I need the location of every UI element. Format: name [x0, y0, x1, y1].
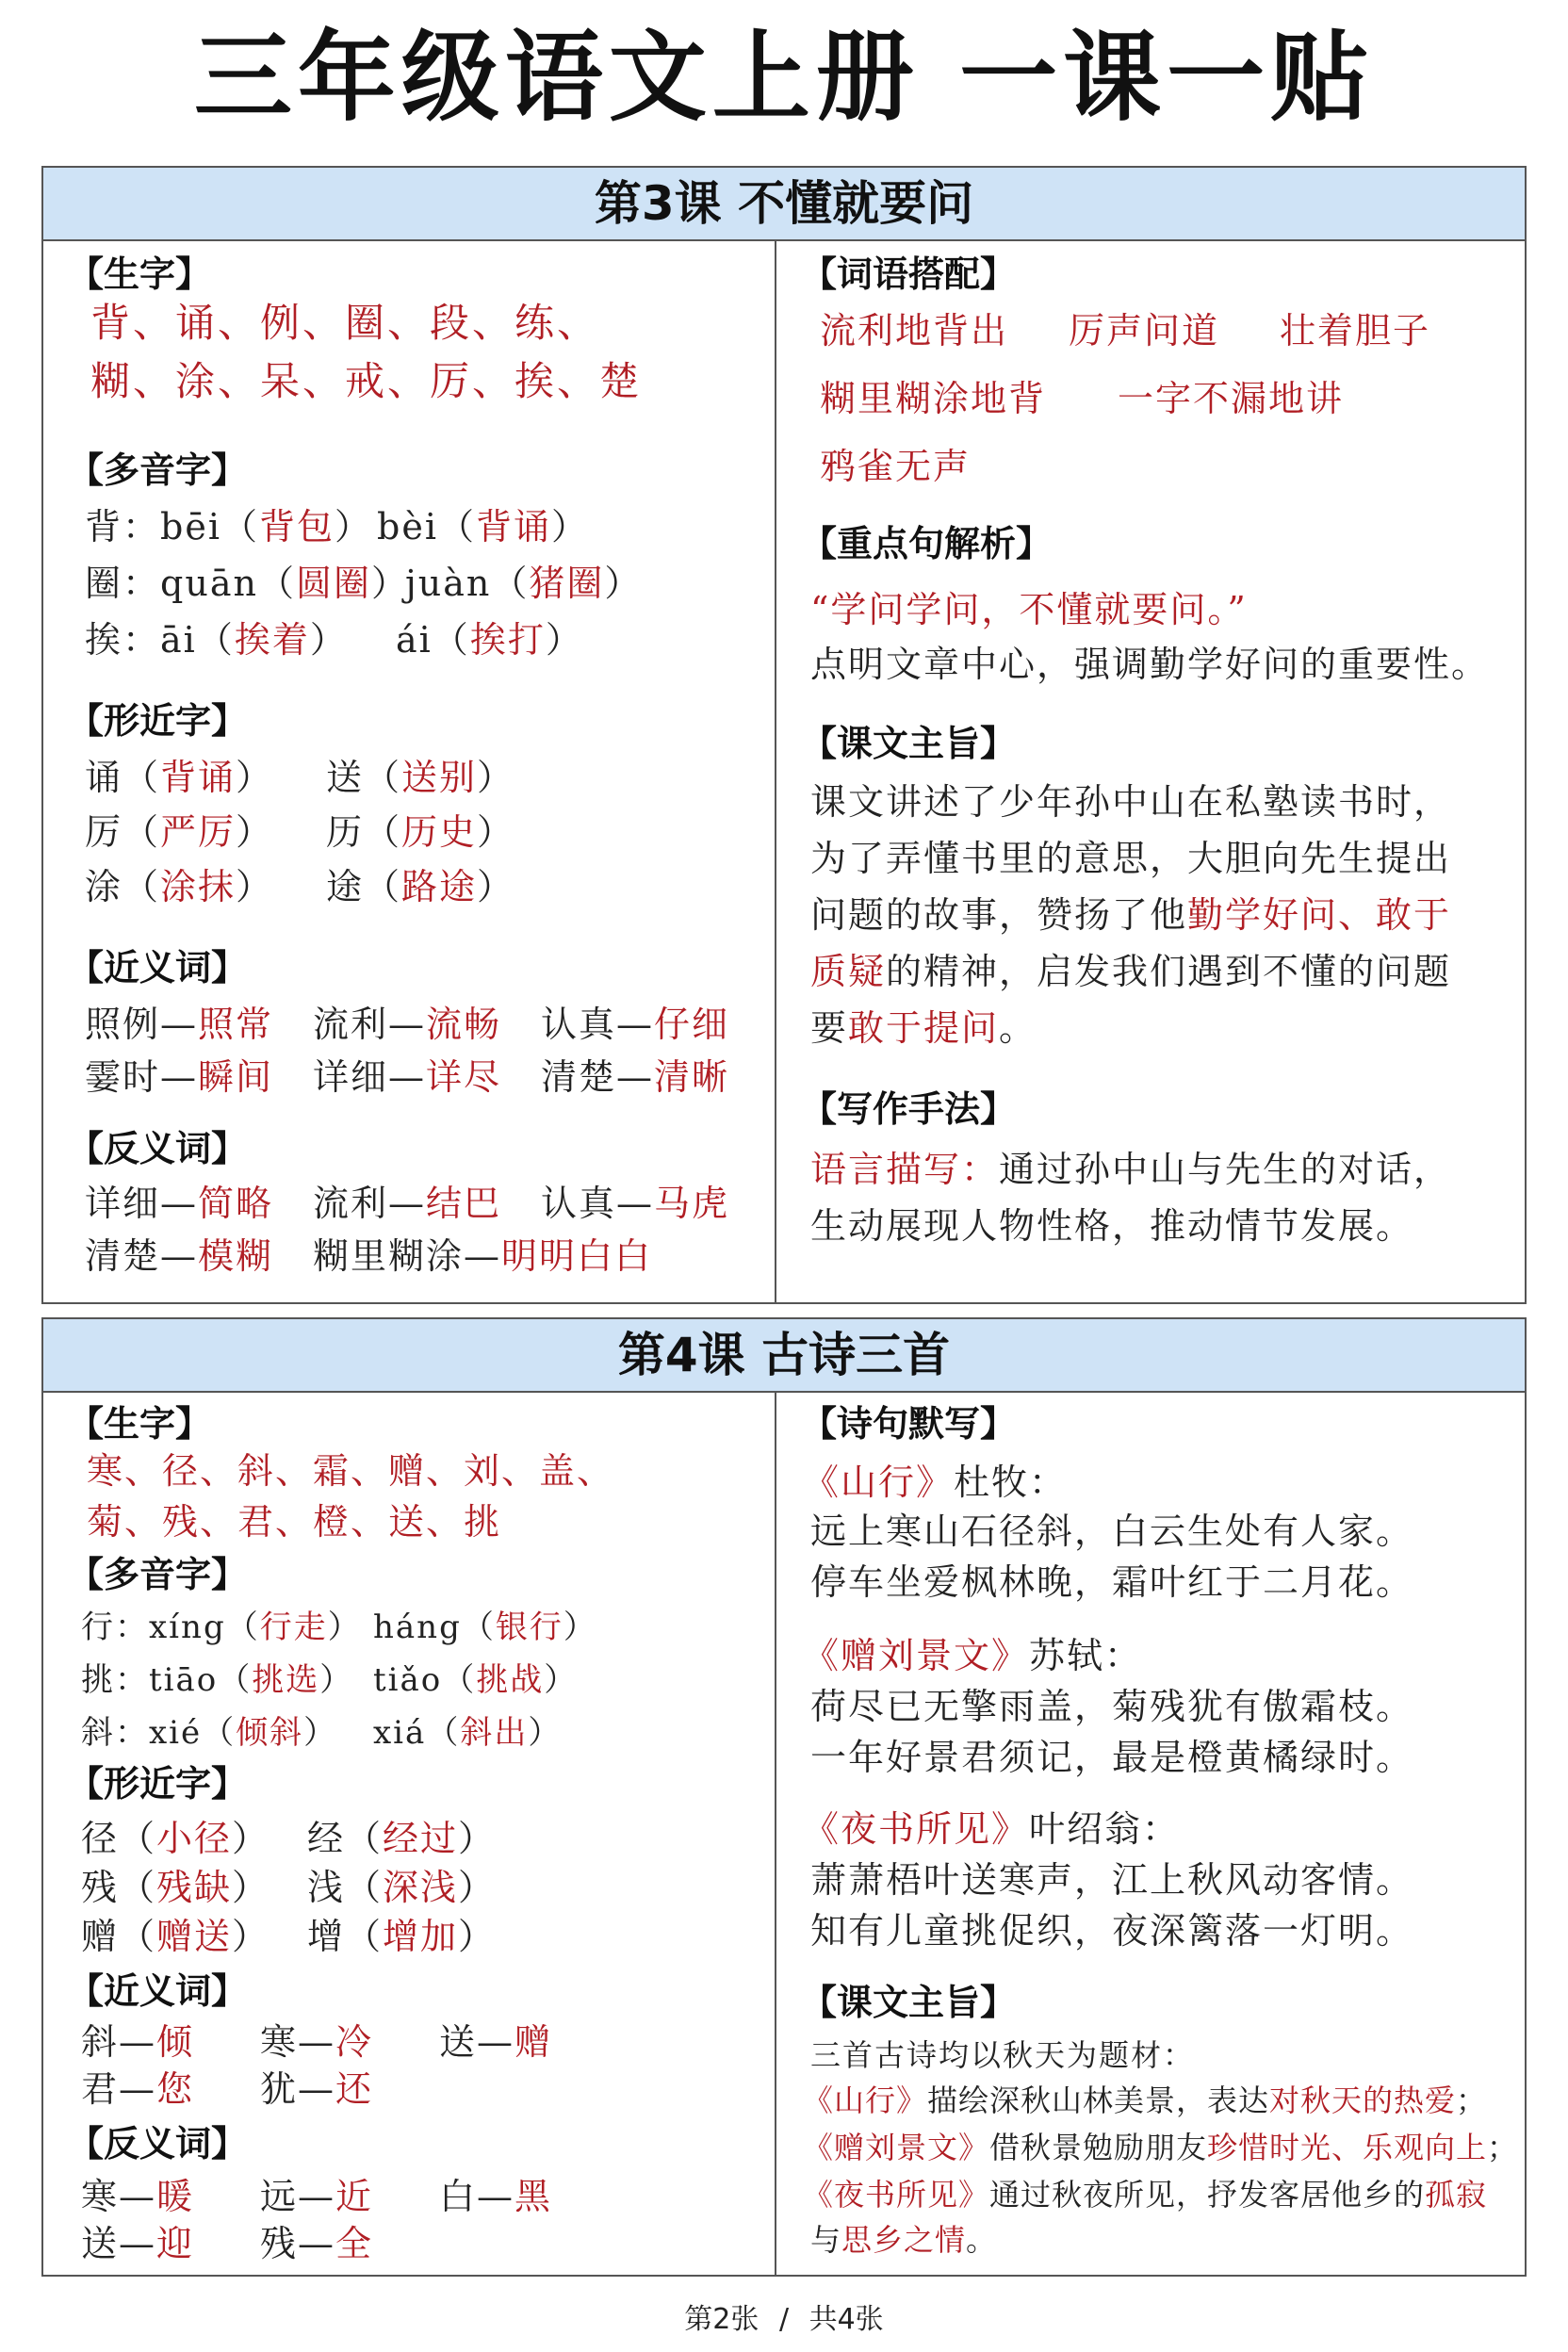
antonym-word: 迎 — [156, 2223, 195, 2264]
pinyin: quān（ — [160, 563, 296, 604]
highlight: 孤寂 — [1425, 2177, 1488, 2213]
bracket: ） — [528, 1714, 563, 1752]
polyphone-row — [85, 616, 583, 663]
pinyin: āi（ — [160, 619, 235, 661]
word: 流利— — [313, 1004, 427, 1045]
highlight: 思乡之情 — [841, 2222, 967, 2258]
polyphone-alt — [373, 1604, 597, 1651]
polyphone-alt — [377, 503, 589, 550]
polyphone-char: 圈： — [85, 563, 161, 604]
bracket: ） — [309, 619, 348, 661]
bracket: ） — [545, 619, 583, 661]
antonym-pair — [313, 1233, 652, 1280]
example-word: 背诵 — [475, 506, 551, 547]
synonym-pair — [439, 2018, 552, 2066]
bracket: ） — [236, 811, 274, 853]
synonym-pair — [260, 2018, 373, 2066]
poem-line: 荷尽已无擎雨盖，菊残犹有傲霜枝。 — [810, 1686, 1414, 1727]
pinyin: tiāo（ — [149, 1661, 253, 1699]
word: 送— — [81, 2223, 157, 2264]
word: 白— — [439, 2176, 515, 2217]
example-word: 增加 — [383, 1916, 459, 1957]
poem-line: 停车坐爱枫林晚，霜叶红于二月花。 — [810, 1561, 1414, 1603]
polyphone-char: 背： — [85, 506, 161, 547]
lesson-4-card — [41, 1317, 1527, 2277]
new-chars-line: 背、诵、例、圈、段、练、 — [90, 300, 600, 346]
synonym-word: 冷 — [335, 2021, 374, 2063]
theme-text — [810, 2216, 997, 2263]
word: 详细— — [313, 1056, 427, 1098]
theme-text — [810, 948, 1451, 995]
word: 流利— — [313, 1183, 427, 1224]
theme-text — [810, 891, 1451, 939]
polyphone-char: 斜： — [81, 1714, 149, 1752]
similar-char-pair — [307, 1913, 496, 1960]
similar-char: 残（ — [81, 1867, 157, 1908]
synonym-pair — [313, 1001, 501, 1048]
antonym-word: 黑 — [514, 2176, 553, 2217]
similar-char: 增（ — [307, 1916, 384, 1957]
example-word: 挑选 — [252, 1661, 320, 1699]
highlight: 对秋天的热爱 — [1269, 2082, 1457, 2118]
similar-char-row — [85, 808, 515, 856]
poem-name: 《赠刘景文》 — [803, 2130, 990, 2165]
section-title-zhongdian: 【重点句解析】 — [801, 523, 1053, 564]
polyphone-char: 挨： — [85, 619, 161, 661]
poem-name: 《夜书所见》 — [803, 1808, 1030, 1850]
bracket: ） — [544, 1661, 579, 1699]
similar-char: 厉（ — [85, 811, 161, 853]
synonym-word: 详尽 — [426, 1056, 502, 1098]
text: 借秋景勉励朋友 — [989, 2130, 1208, 2165]
example-word: 历史 — [401, 811, 478, 853]
page-footer — [0, 2295, 1568, 2337]
pinyin: tiǎo（ — [373, 1661, 477, 1699]
highlight: 语言描写： — [810, 1149, 1000, 1190]
collocation: 鸦雀无声 — [820, 446, 972, 487]
antonym-pair — [260, 2173, 373, 2220]
poem-line: 远上寒山石径斜，白云生处有人家。 — [810, 1511, 1414, 1552]
page-total: 共4张 — [808, 2303, 884, 2336]
theme-text — [803, 2077, 1487, 2124]
word: 君— — [81, 2068, 157, 2110]
synonym-word: 仔细 — [654, 1004, 730, 1045]
page-title: 三年级语文上册 一课一贴 — [193, 20, 1375, 135]
similar-char: 浅（ — [307, 1867, 384, 1908]
example-word: 小径 — [156, 1818, 233, 1859]
example-word: 路途 — [401, 866, 478, 907]
theme-text — [803, 2124, 1518, 2171]
pinyin: xíng（ — [149, 1609, 260, 1646]
word: 照例— — [85, 1004, 199, 1045]
section-title-fanyi: 【反义词】 — [68, 2123, 248, 2164]
text: 要 — [810, 1007, 849, 1049]
bracket: ） — [232, 1916, 270, 1957]
antonym-word: 暖 — [156, 2176, 195, 2217]
similar-char-row — [81, 1913, 497, 1960]
text: 描绘深秋山林美景，表达 — [927, 2082, 1270, 2118]
similar-char: 历（ — [326, 811, 402, 853]
poem-line: 知有儿童挑促织，夜深篱落一灯明。 — [810, 1910, 1414, 1952]
section-title-xiezuo: 【写作手法】 — [801, 1088, 1017, 1130]
bracket: ） — [458, 1867, 497, 1908]
poem-name: 《夜书所见》 — [803, 2177, 990, 2213]
example-word: 猪圈 — [529, 563, 605, 604]
example-word: 斜出 — [460, 1714, 529, 1752]
similar-char: 经（ — [307, 1818, 384, 1859]
similar-char-pair — [326, 808, 514, 856]
poem-name: 《山行》 — [803, 2082, 928, 2118]
similar-char-pair — [307, 1815, 496, 1862]
similar-char-row — [81, 1815, 497, 1862]
antonym-pair — [85, 1180, 273, 1227]
bracket: ） — [458, 1916, 497, 1957]
theme-text — [803, 2171, 1487, 2218]
collocation: 壮着胆子 — [1280, 310, 1431, 351]
similar-char-pair — [307, 1864, 496, 1911]
similar-char-row — [85, 863, 515, 910]
text: 的精神，启发我们遇到不懂的问题 — [886, 951, 1452, 992]
example-word: 背诵 — [160, 757, 237, 798]
highlight: 敢于提问 — [848, 1007, 1000, 1049]
similar-char: 诵（ — [85, 757, 161, 798]
poem-author: 苏轼： — [1029, 1635, 1143, 1676]
synonym-word: 倾 — [156, 2021, 195, 2063]
poem-author: 杜牧： — [954, 1462, 1068, 1503]
word: 认真— — [541, 1004, 655, 1045]
synonym-pair — [81, 2066, 194, 2113]
section-title-duoyin: 【多音字】 — [68, 449, 248, 491]
poem-line: 一年好景君须记，最是橙黄橘绿时。 — [810, 1737, 1414, 1778]
new-chars-line: 寒、径、斜、霜、赠、刘、盖、 — [87, 1450, 615, 1492]
word: 霎时— — [85, 1056, 199, 1098]
pinyin: ái（ — [396, 619, 470, 661]
collocation: 一字不漏地讲 — [1118, 378, 1345, 419]
bracket: ） — [563, 1609, 597, 1646]
example-word: 行走 — [259, 1609, 328, 1646]
text: ； — [1487, 2130, 1519, 2165]
synonym-pair — [81, 2018, 194, 2066]
poem-name: 《赠刘景文》 — [803, 1635, 1030, 1676]
synonym-word: 瞬间 — [198, 1056, 274, 1098]
section-title-xingjin: 【形近字】 — [68, 1763, 248, 1805]
bracket: ） — [335, 506, 373, 547]
antonym-word: 全 — [335, 2223, 374, 2264]
theme-text — [810, 1004, 1037, 1052]
section-title-shengzi: 【生字】 — [68, 1403, 212, 1445]
example-word: 深浅 — [383, 1867, 459, 1908]
synonym-word: 照常 — [198, 1004, 274, 1045]
synonym-pair — [85, 1001, 273, 1048]
example-word: 挨着 — [234, 619, 310, 661]
example-word: 倾斜 — [236, 1714, 304, 1752]
synonym-word: 赠 — [514, 2021, 553, 2063]
writing-technique — [810, 1146, 1451, 1193]
antonym-pair — [439, 2173, 552, 2220]
word: 斜— — [81, 2021, 157, 2063]
text: 。 — [999, 1007, 1037, 1049]
theme-text: 课文讲述了少年孙中山在私塾读书时， — [810, 781, 1452, 823]
page-number: 第2张 — [684, 2303, 760, 2336]
poem-heading — [803, 1632, 1142, 1679]
section-title-jinyi: 【近义词】 — [68, 947, 248, 988]
lesson-3-card — [41, 166, 1527, 1304]
antonym-pair — [85, 1233, 273, 1280]
similar-char: 径（ — [81, 1818, 157, 1859]
example-word: 背包 — [258, 506, 335, 547]
word: 送— — [439, 2021, 515, 2063]
poem-heading — [803, 1805, 1180, 1853]
pinyin: bēi（ — [160, 506, 259, 547]
similar-char-row — [85, 754, 515, 801]
bracket: ） — [319, 1661, 354, 1699]
synonym-word: 您 — [156, 2068, 195, 2110]
polyphone-row — [85, 560, 643, 607]
poem-heading — [803, 1459, 1067, 1506]
highlight: 珍惜时光、乐观向上 — [1207, 2130, 1488, 2165]
synonym-pair — [313, 1054, 501, 1101]
synonym-word: 还 — [335, 2068, 374, 2110]
poem-author: 叶绍翁： — [1029, 1808, 1181, 1850]
antonym-word: 模糊 — [198, 1235, 274, 1277]
section-title-jinyi: 【近义词】 — [68, 1970, 248, 2012]
synonym-pair — [85, 1054, 273, 1101]
example-word: 涂抹 — [160, 866, 237, 907]
section-title-dapei: 【词语搭配】 — [801, 253, 1017, 295]
pinyin: bèi（ — [377, 506, 476, 547]
antonym-pair — [313, 1180, 501, 1227]
word: 清楚— — [85, 1235, 199, 1277]
section-title-shengzi: 【生字】 — [68, 253, 212, 295]
bracket: ） — [236, 866, 274, 907]
bracket: ） — [232, 1867, 270, 1908]
poem-line: 萧萧梧叶送寒声，江上秋风动客情。 — [810, 1859, 1414, 1901]
section-title-duoyin: 【多音字】 — [68, 1554, 248, 1595]
example-word: 圆圈 — [295, 563, 371, 604]
polyphone-alt — [373, 1657, 578, 1704]
section-title-fanyi: 【反义词】 — [68, 1128, 248, 1169]
key-sentence: “学问学问，不懂就要问。” — [810, 589, 1248, 630]
polyphone-row — [81, 1709, 563, 1756]
example-word: 送别 — [401, 757, 478, 798]
highlight: 勤学好问、敢于 — [1187, 894, 1452, 936]
text: 通过秋夜所见，抒发客居他乡的 — [989, 2177, 1426, 2213]
bracket: ） — [604, 563, 643, 604]
antonym-pair — [81, 2220, 194, 2267]
word: 寒— — [81, 2176, 157, 2217]
polyphone-alt — [396, 616, 583, 663]
antonym-pair — [81, 2173, 194, 2220]
example-word: 赠送 — [156, 1916, 233, 1957]
text: 问题的故事，赞扬了他 — [810, 894, 1188, 936]
similar-char: 涂（ — [85, 866, 161, 907]
lesson-3-right-column — [776, 241, 1525, 1302]
antonym-pair — [260, 2220, 373, 2267]
polyphone-alt — [373, 1709, 562, 1756]
example-word: 挑战 — [476, 1661, 545, 1699]
word: 犹— — [260, 2068, 336, 2110]
antonym-word: 近 — [335, 2176, 374, 2217]
collocation-row — [820, 307, 1517, 354]
synonym-pair — [541, 1054, 729, 1101]
antonym-word: 结巴 — [426, 1183, 502, 1224]
lesson-4-left-column — [43, 1393, 776, 2275]
antonym-word: 马虎 — [654, 1183, 730, 1224]
new-chars-line: 糊、涂、呆、戒、厉、挨、楚 — [90, 358, 643, 404]
bracket: ） — [327, 1609, 362, 1646]
page-separator: / — [778, 2303, 790, 2336]
synonym-word: 流畅 — [426, 1004, 502, 1045]
word: 寒— — [260, 2021, 336, 2063]
section-title-zhuzhi: 【课文主旨】 — [801, 1982, 1017, 2023]
section-title-xingjin: 【形近字】 — [68, 700, 248, 742]
similar-char-pair — [326, 863, 514, 910]
word: 远— — [260, 2176, 336, 2217]
collocation-row — [820, 375, 1517, 422]
similar-char: 途（ — [326, 866, 402, 907]
bracket: ） — [236, 757, 274, 798]
polyphone-row — [81, 1657, 579, 1704]
collocation: 流利地背出 — [820, 310, 1009, 351]
synonym-word: 清晰 — [654, 1056, 730, 1098]
text: 通过孙中山与先生的对话， — [999, 1149, 1452, 1190]
polyphone-row — [85, 503, 589, 550]
similar-char: 赠（ — [81, 1916, 157, 1957]
new-chars-line: 菊、残、君、橙、送、挑 — [87, 1501, 502, 1543]
example-word: 银行 — [495, 1609, 564, 1646]
pinyin: xié（ — [149, 1714, 237, 1752]
antonym-pair — [541, 1180, 729, 1227]
polyphone-alt — [405, 560, 642, 607]
similar-char: 送（ — [326, 757, 402, 798]
key-sentence-explain: 点明文章中心，强调勤学好问的重要性。 — [810, 644, 1490, 685]
example-word: 挨打 — [469, 619, 546, 661]
text: 与 — [810, 2222, 842, 2258]
bracket: ） — [370, 563, 409, 604]
antonym-word: 简略 — [198, 1183, 274, 1224]
word: 详细— — [85, 1183, 199, 1224]
bracket: ） — [550, 506, 589, 547]
word: 认真— — [541, 1183, 655, 1224]
theme-text: 三首古诗均以秋天为题材： — [810, 2037, 1196, 2073]
bracket: ） — [232, 1818, 270, 1859]
text: 。 — [966, 2222, 998, 2258]
bracket: ） — [477, 757, 515, 798]
polyphone-char: 挑： — [81, 1661, 149, 1699]
poem-name: 《山行》 — [803, 1462, 955, 1503]
similar-char-pair — [326, 754, 514, 801]
section-title-zhuzhi: 【课文主旨】 — [801, 723, 1017, 764]
lesson-4-right-column — [776, 1393, 1525, 2275]
example-word: 严厉 — [160, 811, 237, 853]
word: 糊里糊涂— — [313, 1235, 502, 1277]
polyphone-row — [81, 1604, 597, 1651]
lesson-4-header: 第4课 古诗三首 — [43, 1319, 1525, 1393]
pinyin: juàn（ — [405, 563, 530, 604]
bracket: ） — [477, 866, 515, 907]
polyphone-char: 行： — [81, 1609, 149, 1646]
bracket: ） — [477, 811, 515, 853]
pinyin: xiá（ — [373, 1714, 461, 1752]
writing-technique: 生动展现人物性格，推动情节发展。 — [810, 1205, 1414, 1247]
pinyin: háng（ — [373, 1609, 496, 1646]
section-title-moxie: 【诗句默写】 — [801, 1403, 1017, 1445]
synonym-pair — [260, 2066, 373, 2113]
lesson-3-header: 第3课 不懂就要问 — [43, 168, 1525, 241]
antonym-word: 明明白白 — [501, 1235, 653, 1277]
collocation: 糊里糊涂地背 — [820, 378, 1047, 419]
similar-char-row — [81, 1864, 497, 1911]
word: 残— — [260, 2223, 336, 2264]
bracket: ） — [303, 1714, 338, 1752]
bracket: ） — [458, 1818, 497, 1859]
word: 清楚— — [541, 1056, 655, 1098]
example-word: 经过 — [383, 1818, 459, 1859]
synonym-pair — [541, 1001, 729, 1048]
highlight: 质疑 — [810, 951, 887, 992]
theme-text: 为了弄懂书里的意思，大胆向先生提出 — [810, 838, 1452, 879]
example-word: 残缺 — [156, 1867, 233, 1908]
collocation: 厉声问道 — [1069, 310, 1220, 351]
text: ； — [1456, 2082, 1488, 2118]
lesson-3-left-column — [43, 241, 776, 1302]
